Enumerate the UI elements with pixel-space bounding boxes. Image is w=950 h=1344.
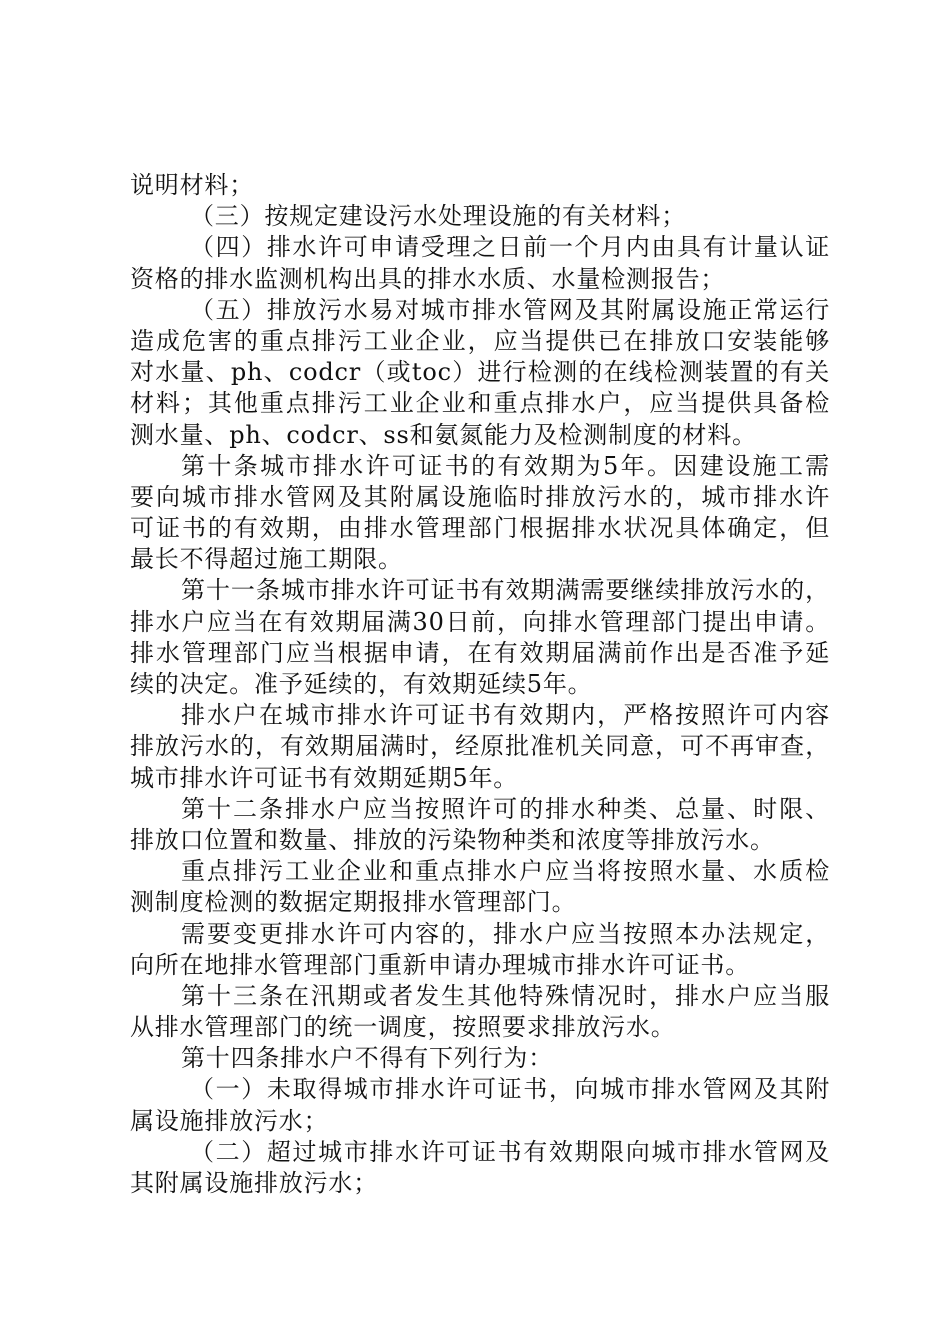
text-line: 排放污水的，有效期届满时，经原批准机关同意，可不再审查， [130,732,830,761]
text-line: 其附属设施排放污水； [130,1169,378,1197]
text-line: 可证书的有效期，由排水管理部门根据排水状况具体确定，但 [130,514,830,543]
text-line: 测水量、ph、codcr、ss和氨氮能力及检测制度的材料。 [130,420,757,449]
text-line: 第十条城市排水许可证书的有效期为5年。因建设施工需 [181,451,830,480]
text-line: 测制度检测的数据定期报排水管理部门。 [130,888,577,917]
text-line: 最长不得超过施工期限。 [130,545,403,574]
text-line: 造成危害的重点排污工业企业，应当提供已在排放口安装能够 [130,326,830,355]
text-line: （二）超过城市排水许可证书有效期限向城市排水管网及 [190,1137,830,1166]
text-line: （五）排放污水易对城市排水管网及其附属设施正常运行 [190,295,830,324]
text-line: 材料；其他重点排污工业企业和重点排水户，应当提供具备检 [130,389,830,418]
text-line: 第十三条在汛期或者发生其他特殊情况时，排水户应当服 [181,981,830,1010]
text-line: 资格的排水监测机构出具的排水水质、水量检测报告； [130,264,726,293]
text-line: 续的决定。准予延续的，有效期延续5年。 [130,670,593,698]
text-line: 向所在地排水管理部门重新申请办理城市排水许可证书。 [130,950,750,979]
text-line: 排水户在城市排水许可证书有效期内，严格按照许可内容 [181,701,830,730]
text-line: 需要变更排水许可内容的，排水户应当按照本办法规定， [181,919,830,948]
text-line: 第十四条排水户不得有下列行为： [181,1044,553,1073]
text-line: 要向城市排水管网及其附属设施临时排放污水的，城市排水许 [130,482,830,511]
text-line: （四）排水许可申请受理之日前一个月内由具有计量认证 [190,233,830,262]
text-line: （一）未取得城市排水许可证书，向城市排水管网及其附 [190,1075,830,1104]
text-line: 第十一条城市排水许可证书有效期满需要继续排放污水的， [181,576,830,605]
text-line: 城市排水许可证书有效期延期5年。 [130,763,519,792]
text-line: 说明材料； [130,171,254,199]
text-line: （三）按规定建设污水处理设施的有关材料； [190,202,686,231]
document-body [130,170,830,1199]
text-line: 第十二条排水户应当按照许可的排水种类、总量、时限、 [181,794,830,823]
text-line: 属设施排放污水； [130,1106,329,1135]
text-line: 排放口位置和数量、排放的污染物种类和浓度等排放污水。 [130,825,775,854]
text-line: 重点排污工业企业和重点排水户应当将按照水量、水质检 [181,857,830,886]
text-line: 排水户应当在有效期届满30日前，向排水管理部门提出申请。 [130,607,830,636]
text-line: 从排水管理部门的统一调度，按照要求排放污水。 [130,1013,676,1042]
text-line: 排水管理部门应当根据申请，在有效期届满前作出是否准予延 [130,638,830,667]
text-line: 对水量、ph、codcr（或toc）进行检测的在线检测装置的有关 [130,358,830,387]
